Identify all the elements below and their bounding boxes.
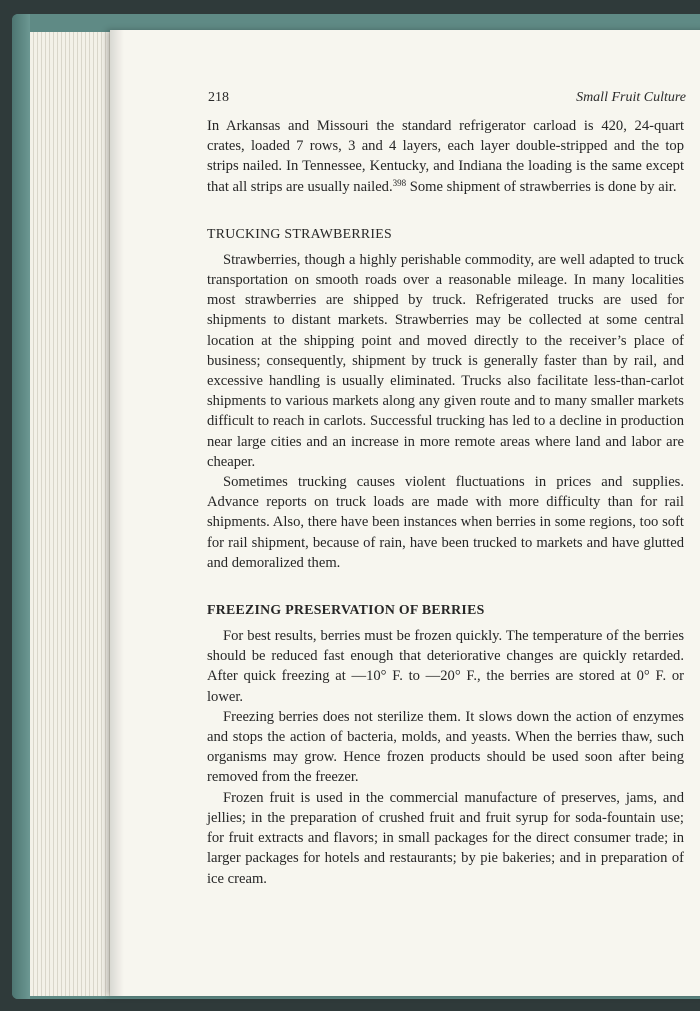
- section-heading-trucking: TRUCKING STRAWBERRIES: [207, 225, 392, 241]
- book-spine-edge: [12, 14, 30, 999]
- trucking-paragraph-2: Sometimes trucking causes violent fluctuations in prices and supplies. Advance reports on truck loads are made with more difficulty than for rail shipments. Also, there have been instances when berries in some regions, too soft for rail shipment, because of rain, have been trucked to markets and have glutted and demoralized them.: [207, 474, 684, 571]
- freezing-paragraph-3: Frozen fruit is used in the commercial manufacture of preserves, jams, and jellies; in the preparation of crushed fruit and fruit syrup for soda-fountain use; for fruit extracts and flavors; in small packages for the direct consumer trade; in larger packages for hotels and restaurants; by pie bakeries; and in preparation of ice cream.: [207, 789, 684, 887]
- intro-text: In Arkansas and Missouri the standard refrigerator carload is 420, 24-quart crates, loaded 7 rows, 3 and 4 layers, each layer double-stripped and the top strips nailed. In Tennessee, Kentucky, and Indiana the loading is the same except that all strips are usually nailed.: [207, 118, 684, 195]
- page-number: 218: [208, 90, 229, 105]
- footnote-reference: 398: [392, 177, 407, 188]
- intro-paragraph: [207, 116, 684, 197]
- section-heading-freezing: FREEZING PRESERVATION OF BERRIES: [207, 602, 485, 618]
- page-body: [207, 116, 684, 889]
- trucking-paragraph-1: Strawberries, though a highly perishable commodity, are well adapted to truck transportation on smooth roads over a reasonable mileage. In many localities most strawberries are shipped by truck. Refrigerated trucks are used for shipments to distant markets. Strawberries may be collected at some central location at the shipping point and moved directly to the receiver’s place of business; consequently, shipment by truck is generally faster than by rail, and excessive handling is usually eliminated. Trucks also facilitate less-than-carlot shipments to various markets along any given route and to many smaller markets difficult to reach in carlots. Successful trucking has led to a decline in production near large cities and an increase in more remote areas where land and labor are cheaper.: [207, 251, 684, 470]
- freezing-paragraph-2: Freezing berries does not sterilize them. It slows down the action of enzymes and stops the action of bacteria, molds, and yeasts. When the berries thaw, such organisms may grow. Hence frozen products should be used soon after being removed from the freezer.: [207, 708, 684, 786]
- freezing-paragraph-1: For best results, berries must be frozen quickly. The temperature of the berries should be reduced fast enough that deteriorative changes are quickly retarded. After quick freezing at —10° F. to —20° F., the berries are stored at 0° F. or lower.: [207, 628, 684, 705]
- page-stack-edges: [30, 32, 120, 996]
- page-gutter-shadow: [110, 30, 124, 996]
- intro-text-continued: Some shipment of strawberries is done by air.: [406, 178, 677, 195]
- running-title: Small Fruit Culture: [576, 90, 686, 105]
- page-header: [208, 90, 686, 112]
